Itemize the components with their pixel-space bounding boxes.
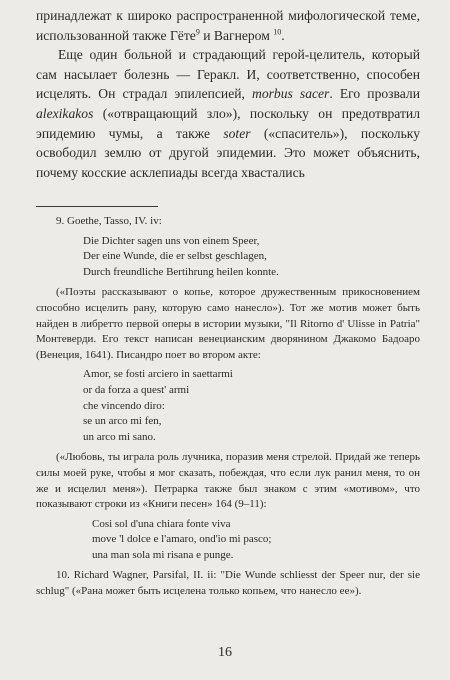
footnote-divider [36,206,158,207]
footnote-9-text-1: («Поэты рассказывают о копье, которое дружественным прикосновением способно исцелить рану, которую само нанесло»). Тот же мотив может быть найден в либретто первой оперы в истории музыки, "Il Ritorno d' Ulisse in Patria" Монтеверди. Его текст написан венецианским дворянином Джакомо Бадоаро (Венеция, 1641). Писандро поет во втором акте: [36,286,420,361]
footnote-10: 10. Richard Wagner, Parsifal, II. ii: "Die Wunde schliesst der Speer nur, der sie schlug" («Рана может быть исцелена только копьем, что нанесло ее»). [36,569,420,598]
verse-line: or da forza a quest' armi [83,383,190,396]
verse-goethe [83,234,420,281]
paragraph-2: Еще один больной и страдающий герой-целитель, который сам насылает болезнь — Геракл. И, соответственно, способен исцелять. Он страдал эпилепсией, morbus sacer. Его прозвали alexikakos («отвращающий зло»), поскольку он предотвратил эпидемию чумы, а также soter («спаситель»), поскольку освободил землю от другой эпидемии. Это может объяснить, почему косские асклепиады всегда хвастались [36,47,421,180]
footnotes [36,214,420,600]
verse-line: move 'l dolce e l'amaro, ond'io mi pasco; [92,533,272,546]
verse-badoaro [83,367,420,445]
main-text [36,6,420,182]
italic-term: alexikakos [36,105,94,121]
verse-line: Amor, se fosti arciero in saettarmi [83,368,233,381]
paragraph-1: принадлежат к широко распространенной мифологической теме, использованной также Гёте$^9$ и Вагнером $^{10}$. [36,8,420,43]
footnote-ref-10[interactable]: 10 [273,27,282,37]
verse-line: se un arco mi fen, [83,415,162,428]
footnote-ref-9[interactable]: 9 [195,27,200,37]
verse-line: Durch freundliche Bertihrung heilen konnte. [83,265,279,278]
italic-term: soter [223,125,251,141]
verse-line: una man sola mi risana e punge. [92,548,234,561]
verse-line: che vincendo diro: [83,399,165,412]
page-number: 16 [218,645,232,660]
italic-term: morbus sacer [252,86,330,102]
footnote-9-heading: 9. Goethe, Tasso, IV. iv: [56,215,162,227]
verse-line: Die Dichter sagen uns von einem Speer, [83,234,260,247]
verse-line: Cosi sol d'una chiara fonte viva [92,517,231,530]
verse-line: un arco mi sano. [83,430,156,443]
verse-line: Der eine Wunde, die er selbst geschlagen, [83,250,267,263]
verse-petrarch [92,517,420,564]
footnote-9-text-2: («Любовь, ты играла роль лучника, поразив меня стрелой. Придай же теперь силы моей руке, чтобы я мог сказать, побеждая, что если лук ранил меня, то он же и исцелил меня»). Петрарка также был знаком с этим «мотивом», что показывают строки из «Книги песен» 164 (9–11): [36,451,420,511]
